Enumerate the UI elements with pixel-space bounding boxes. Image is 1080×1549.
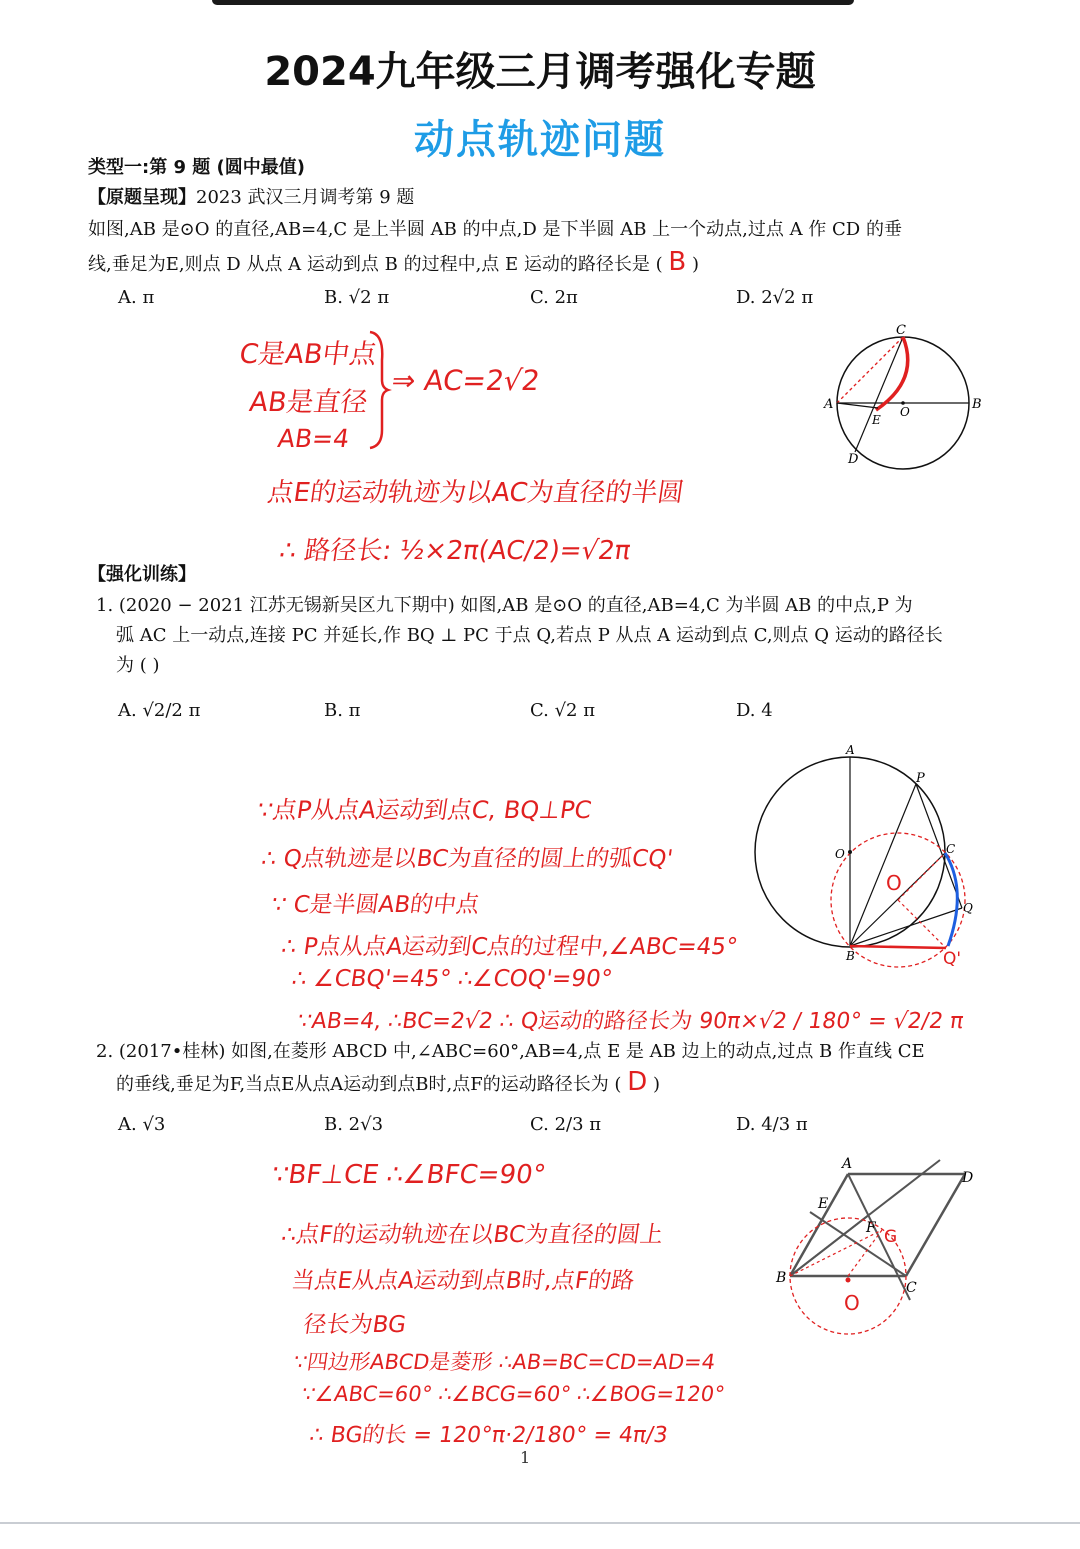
fig2-label-a: A — [846, 743, 855, 757]
q2-note-2: ∴点F的运动轨迹在以BC为直径的圆上 — [279, 1222, 665, 1248]
q1-note-2: ∴ Q点轨迹是以BC为直径的圆上的弧CQ' — [259, 846, 675, 872]
original-note-2: AB是直径 — [247, 387, 370, 418]
q1-option-b: B. π — [324, 700, 361, 721]
page-subtitle: 动点轨迹问题 — [414, 117, 666, 163]
q2-answer: D — [627, 1067, 648, 1097]
q2-line-1: 2. (2017•桂林) 如图,在菱形 ABCD 中,∠ABC=60°,AB=4,点 E 是 AB 边上的动点,过点 B 作直线 CE — [96, 1041, 925, 1062]
fig2-label-o2: O — [886, 871, 902, 895]
original-note-1: C是AB中点 — [237, 339, 379, 370]
q1-note-4: ∴ P点从点A运动到C点的过程中,∠ABC=45° — [279, 934, 740, 960]
fig1-label-b: B — [972, 397, 982, 412]
q2-note-6: ∵∠ABC=60° ∴∠BCG=60° ∴∠BOG=120° — [300, 1382, 727, 1406]
type-heading: 类型一:第 9 题 (圆中最值) — [88, 157, 305, 178]
q2-option-b: B. 2√3 — [324, 1114, 384, 1135]
original-option-b: B. √2 π — [324, 287, 390, 308]
fig1-label-c: C — [896, 323, 906, 338]
q1-line-1: 1. (2020 − 2021 江苏无锡新吴区九下期中) 如图,AB 是⊙O 的直径,AB=4,C 为半圆 AB 的中点,P 为 — [96, 595, 913, 616]
q1-option-d: D. 4 — [736, 700, 773, 721]
fig1-label-o: O — [900, 405, 910, 419]
q1-note-6: ∵AB=4, ∴BC=2√2 ∴ Q运动的路径长为 90π×√2 / 180° = √2/2 π — [295, 1009, 966, 1034]
fig1-label-d: D — [848, 452, 859, 467]
fig3-label-c: C — [906, 1280, 917, 1296]
fig2-label-o: O — [835, 847, 845, 861]
original-source: 【原题呈现】2023 武汉三月调考第 9 题 — [88, 187, 415, 208]
q2-note-7: ∴ BG的长 = 120°π·2/180° = 4π/3 — [307, 1423, 670, 1448]
q2-note-5: ∵四边形ABCD是菱形 ∴AB=BC=CD=AD=4 — [292, 1350, 717, 1374]
fig2-label-b: B — [846, 949, 855, 963]
page-title: 2024九年级三月调考强化专题 — [264, 49, 816, 95]
original-note-3: AB=4 — [275, 424, 352, 453]
fig3-label-d: D — [962, 1170, 974, 1186]
q2-option-a: A. √3 — [118, 1114, 166, 1135]
original-line-2: 线,垂足为E,则点 D 从点 A 运动到点 B 的过程中,点 E 运动的路径长是 ( B ) — [88, 247, 699, 277]
q2-option-d: D. 4/3 π — [736, 1114, 808, 1135]
fig3-label-o: O — [844, 1291, 860, 1315]
fig2-label-q: Q — [963, 901, 973, 915]
original-note-5: 点E的运动轨迹为以AC为直径的半圆 — [265, 478, 686, 508]
q1-line-3: 为 ( ) — [116, 655, 160, 676]
q1-note-1: ∵点P从点A运动到点C, BQ⊥PC — [255, 796, 594, 824]
q2-option-c: C. 2/3 π — [530, 1114, 602, 1135]
fig1-label-e: E — [872, 413, 881, 427]
original-brace — [368, 330, 390, 450]
q1-note-5: ∴ ∠CBQ'=45° ∴∠COQ'=90° — [290, 966, 614, 992]
fig3-label-g: G — [884, 1227, 898, 1247]
q1-note-3: ∵ C是半圆AB的中点 — [269, 892, 482, 918]
fig1-label-a: A — [824, 397, 834, 412]
fig3-label-a: A — [842, 1156, 853, 1172]
q2-note-1: ∵BF⊥CE ∴∠BFC=90° — [269, 1160, 548, 1190]
fig2-label-qprime: Q' — [943, 949, 962, 969]
top-bar — [212, 0, 854, 5]
original-option-d: D. 2√2 π — [736, 287, 814, 308]
original-option-c: C. 2π — [530, 287, 578, 308]
training-heading: 【强化训练】 — [88, 564, 196, 585]
original-option-a: A. π — [118, 287, 155, 308]
q1-option-c: C. √2 π — [530, 700, 596, 721]
q1-figure — [750, 740, 980, 970]
q2-line-2: 的垂线,垂足为F,当点E从点A运动到点B时,点F的运动路径长为 ( D ) — [116, 1067, 660, 1097]
original-figure — [820, 320, 990, 470]
original-line-1: 如图,AB 是⊙O 的直径,AB=4,C 是上半圆 AB 的中点,D 是下半圆 AB 上一个动点,过点 A 作 CD 的垂 — [88, 219, 902, 240]
fig2-label-c: C — [946, 842, 956, 856]
original-note-4: ⇒ AC=2√2 — [389, 364, 542, 397]
q2-note-4: 径长为BG — [301, 1312, 408, 1338]
q1-line-2: 弧 AC 上一动点,连接 PC 并延长,作 BQ ⊥ PC 于点 Q,若点 P 从点 A 运动到点 C,则点 Q 运动的路径长 — [116, 625, 943, 646]
bottom-divider — [0, 1522, 1080, 1524]
original-answer: B — [668, 247, 687, 277]
q1-option-a: A. √2/2 π — [118, 700, 201, 721]
fig2-label-p: P — [916, 771, 925, 786]
q2-note-3: 当点E从点A运动到点B时,点F的路 — [289, 1268, 637, 1294]
fig3-label-b: B — [776, 1270, 787, 1286]
fig3-label-e: E — [818, 1196, 829, 1212]
q2-figure — [770, 1150, 990, 1340]
page-number: 1 — [520, 1448, 531, 1467]
fig3-label-f: F — [866, 1220, 876, 1236]
original-note-6: ∴ 路径长: ½×2π(AC/2)=√2π — [277, 536, 633, 566]
